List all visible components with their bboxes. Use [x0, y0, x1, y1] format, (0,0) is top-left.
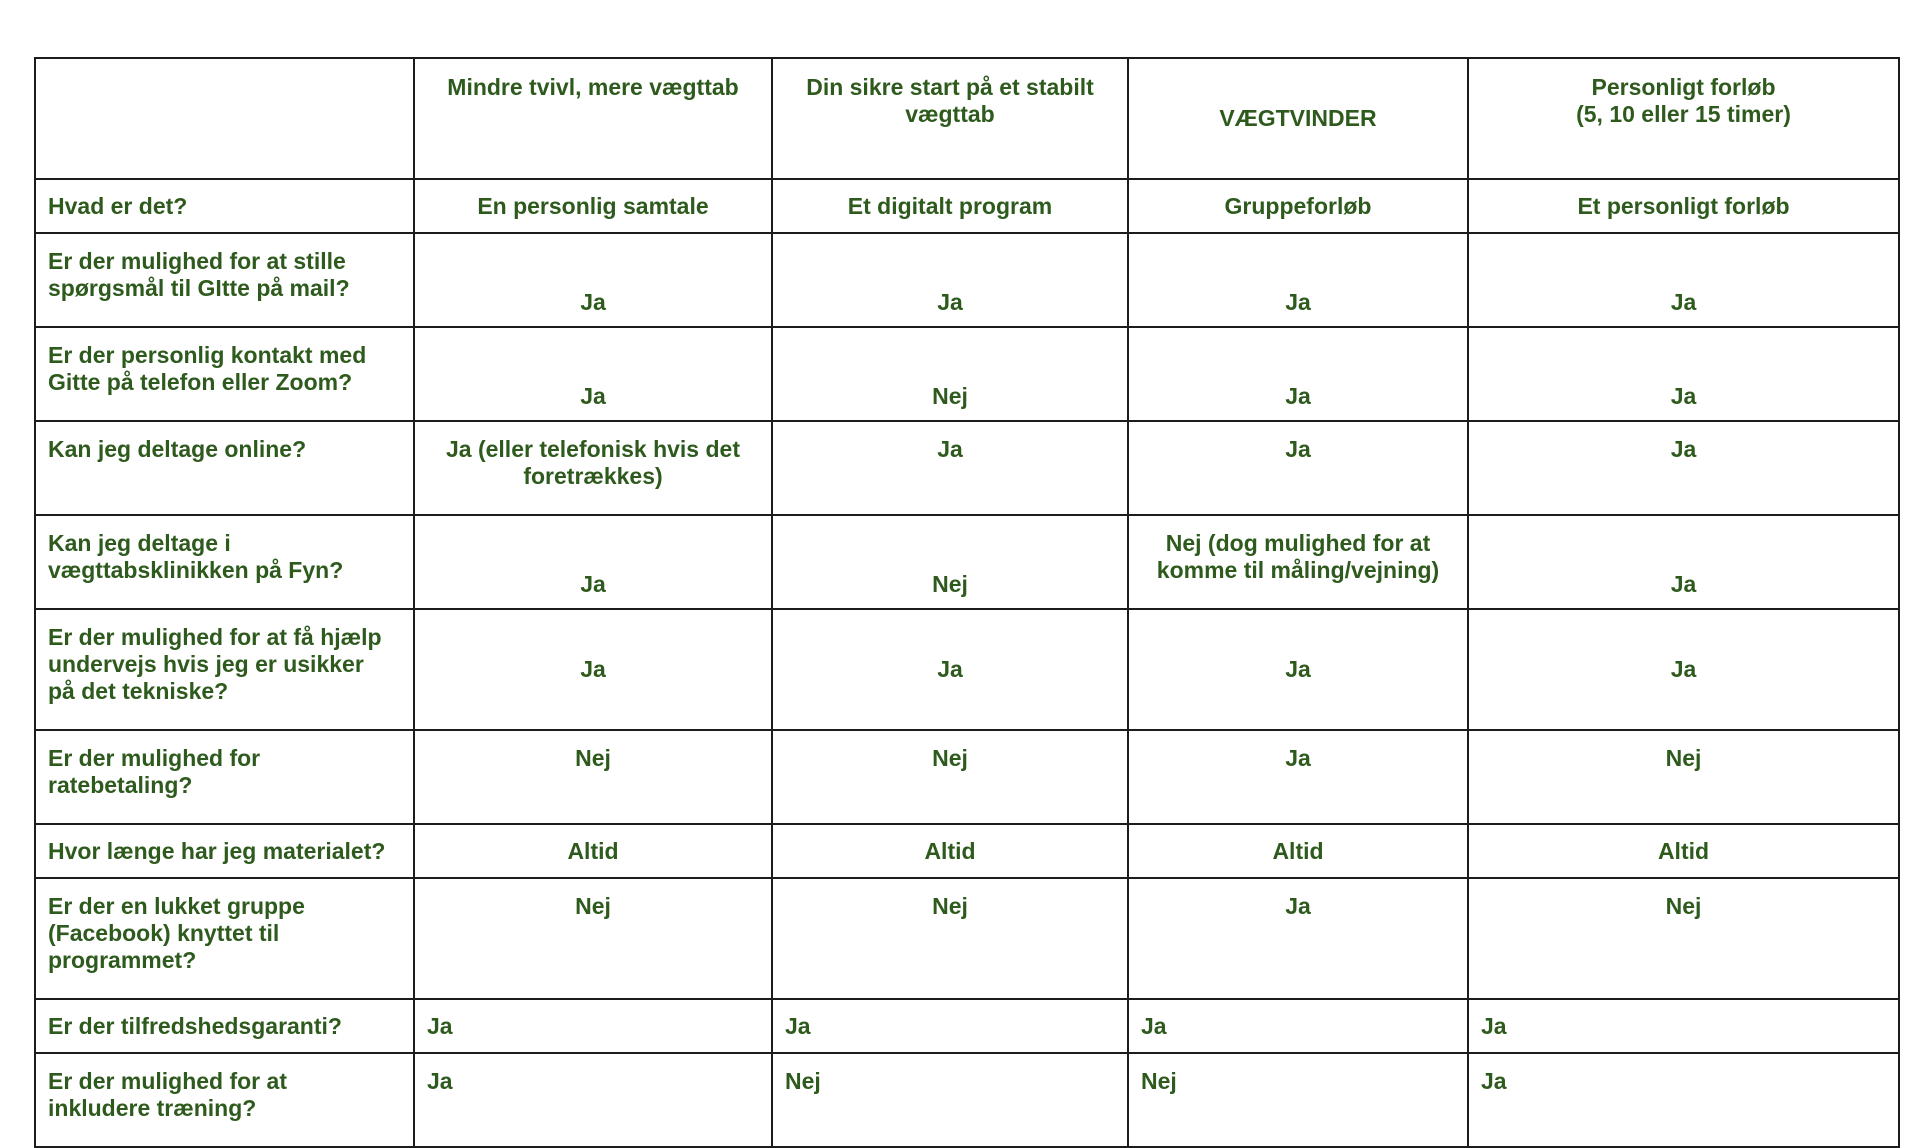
row-question-line: Er der mulighed for [48, 745, 261, 771]
row-answer: Et digitalt program [772, 179, 1128, 233]
header-empty-cell [35, 58, 414, 179]
row-answer: Nej [1128, 1053, 1468, 1147]
row-answer: Ja [414, 327, 772, 421]
row-question-line: vægttabsklinikken på Fyn? [48, 557, 344, 583]
row-answer: Ja [414, 999, 772, 1053]
row-answer: Altid [414, 824, 772, 878]
row-answer: Nej [772, 878, 1128, 999]
row-answer: Ja [414, 1053, 772, 1147]
row-answer: Ja [1468, 515, 1899, 609]
row-question [35, 233, 414, 327]
row-answer-line: komme til måling/vejning) [1156, 557, 1440, 583]
row-answer: Ja [1128, 609, 1468, 730]
row-answer: Ja [772, 421, 1128, 515]
row-question-line: ratebetaling? [48, 772, 193, 798]
row-answer: Et personligt forløb [1468, 179, 1899, 233]
table-row [35, 730, 1899, 824]
header-din-sikre-start-line2: vægttab [905, 101, 995, 127]
row-answer: Ja [772, 999, 1128, 1053]
row-answer: Altid [772, 824, 1128, 878]
row-question-line: (Facebook) knyttet til [48, 920, 280, 946]
row-question-line: Er der personlig kontakt med [48, 342, 367, 368]
row-question [35, 327, 414, 421]
row-question [35, 1053, 414, 1147]
comparison-table [34, 57, 1900, 1148]
row-answer: Ja [1128, 878, 1468, 999]
header-personligt-forloeb-line1: Personligt forløb [1591, 74, 1776, 100]
row-answer: Altid [1468, 824, 1899, 878]
row-answer: En personlig samtale [414, 179, 772, 233]
header-mindre-tvivl: Mindre tvivl, mere vægttab [414, 58, 772, 179]
row-question-line: Er der en lukket gruppe [48, 893, 305, 919]
table-row [35, 609, 1899, 730]
row-question [35, 730, 414, 824]
row-answer [414, 421, 772, 515]
row-question-line: Kan jeg deltage i [48, 530, 231, 556]
row-answer: Ja [1468, 609, 1899, 730]
row-answer: Nej [414, 878, 772, 999]
row-answer: Ja [1468, 999, 1899, 1053]
header-personligt-forloeb-line2: (5, 10 eller 15 timer) [1576, 101, 1791, 127]
row-answer: Ja [1468, 421, 1899, 515]
table-row [35, 1053, 1899, 1147]
table-row [35, 878, 1899, 999]
row-answer: Nej [414, 730, 772, 824]
row-question: Hvor længe har jeg materialet? [35, 824, 414, 878]
row-question-line: inkludere træning? [48, 1095, 257, 1121]
row-question-line: programmet? [48, 947, 197, 973]
row-answer: Ja [1128, 233, 1468, 327]
row-answer: Nej [772, 515, 1128, 609]
header-personligt-forloeb [1468, 58, 1899, 179]
row-answer: Nej [772, 1053, 1128, 1147]
header-din-sikre-start-line1: Din sikre start på et stabilt [806, 74, 1094, 100]
row-answer: Ja [414, 233, 772, 327]
row-question-line: spørgsmål til GItte på mail? [48, 275, 350, 301]
row-question [35, 515, 414, 609]
row-question-line: Er der mulighed for at stille [48, 248, 346, 274]
table-row [35, 327, 1899, 421]
row-question-line: Gitte på telefon eller Zoom? [48, 369, 353, 395]
row-answer: Nej [772, 730, 1128, 824]
row-question [35, 878, 414, 999]
header-vaegtvinder: VÆGTVINDER [1128, 58, 1468, 179]
row-answer: Gruppeforløb [1128, 179, 1468, 233]
table-row [35, 421, 1899, 515]
row-answer: Ja [414, 609, 772, 730]
row-question-line: undervejs hvis jeg er usikker [48, 651, 364, 677]
row-question-line: Er der mulighed for at [48, 1068, 287, 1094]
row-answer-line: foretrækkes) [523, 463, 663, 489]
row-answer-line: Nej (dog mulighed for at [1165, 530, 1431, 556]
row-answer: Nej [1468, 730, 1899, 824]
row-answer-line: Ja (eller telefonisk hvis det [445, 436, 740, 462]
row-question-line: Er der mulighed for at få hjælp [48, 624, 382, 650]
row-answer: Ja [1468, 327, 1899, 421]
table-row [35, 179, 1899, 233]
row-question-line: på det tekniske? [48, 678, 229, 704]
table-row [35, 824, 1899, 878]
header-row [35, 58, 1899, 179]
row-answer: Nej [772, 327, 1128, 421]
header-din-sikre-start [772, 58, 1128, 179]
row-answer: Ja [1128, 730, 1468, 824]
row-answer: Ja [414, 515, 772, 609]
row-answer: Ja [1468, 1053, 1899, 1147]
table-row [35, 233, 1899, 327]
row-answer [1128, 515, 1468, 609]
row-question [35, 609, 414, 730]
row-answer: Ja [1128, 327, 1468, 421]
row-question: Kan jeg deltage online? [35, 421, 414, 515]
row-answer: Ja [1128, 999, 1468, 1053]
row-answer: Ja [772, 609, 1128, 730]
row-question: Hvad er det? [35, 179, 414, 233]
row-answer: Altid [1128, 824, 1468, 878]
row-answer: Ja [1128, 421, 1468, 515]
comparison-table-container [34, 57, 1898, 1148]
row-answer: Nej [1468, 878, 1899, 999]
row-question: Er der tilfredshedsgaranti? [35, 999, 414, 1053]
row-answer: Ja [772, 233, 1128, 327]
table-row [35, 999, 1899, 1053]
table-row [35, 515, 1899, 609]
row-answer: Ja [1468, 233, 1899, 327]
